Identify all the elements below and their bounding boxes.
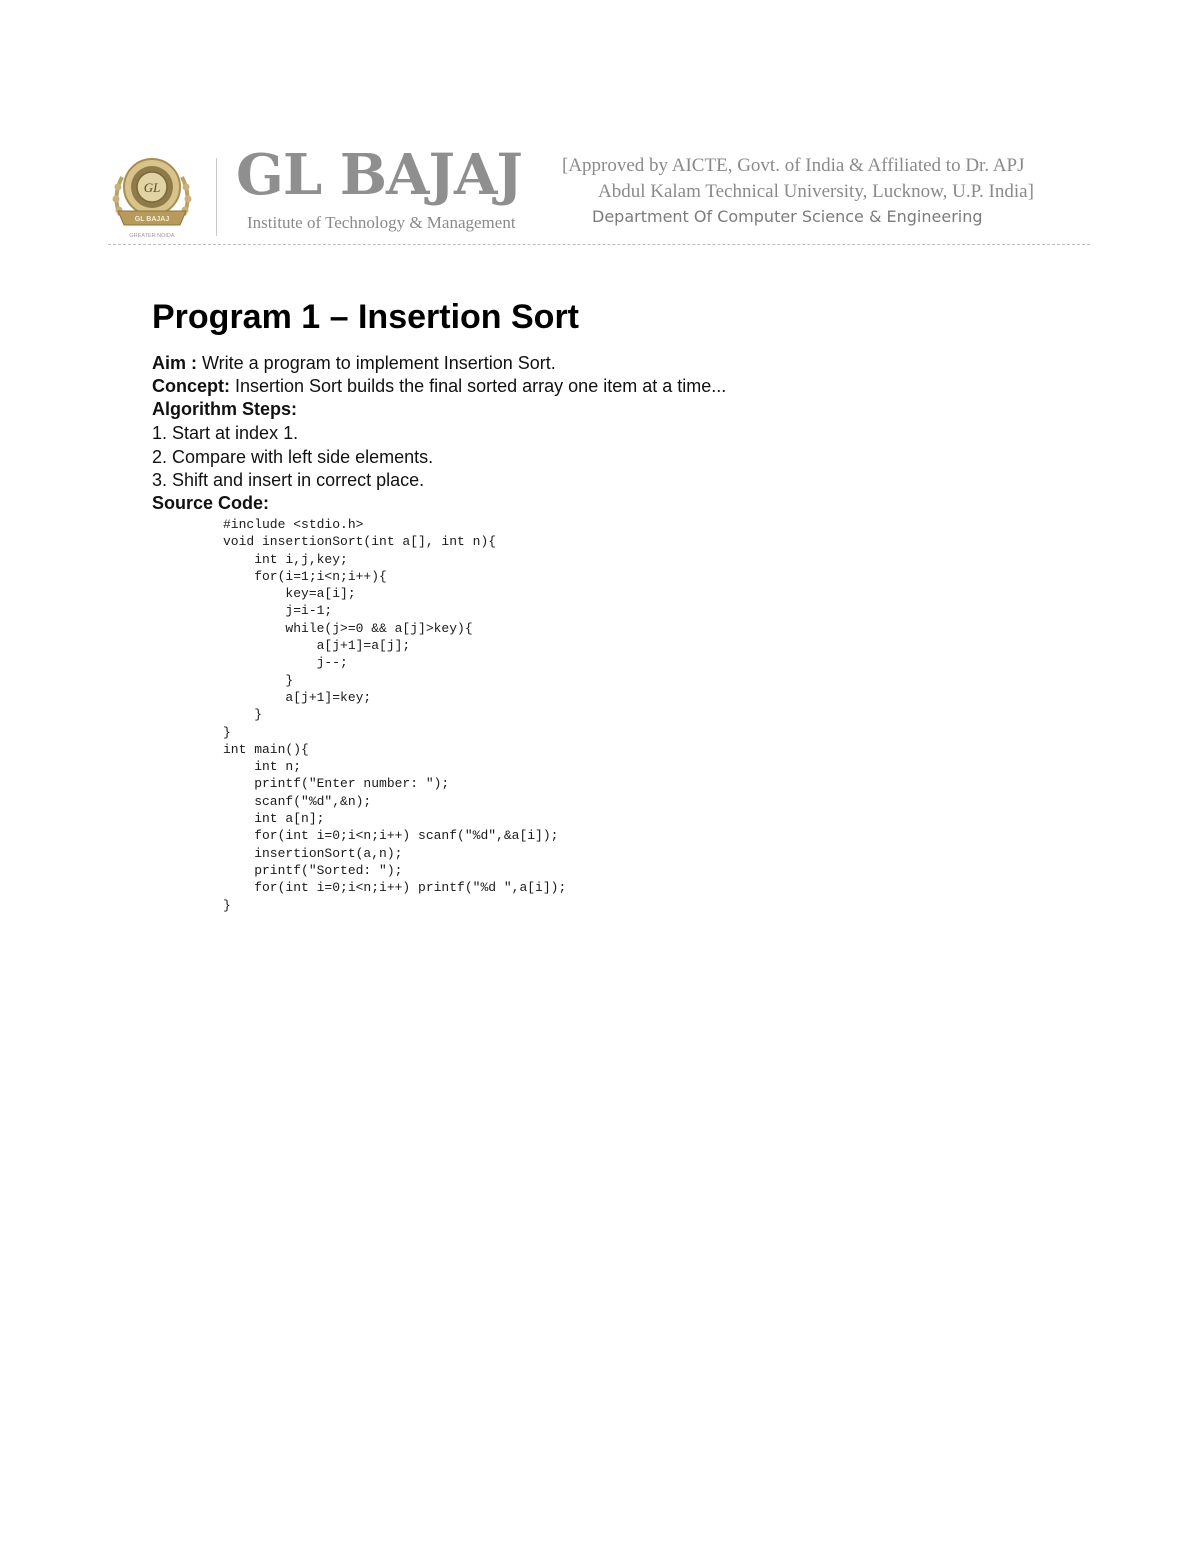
aim-text: Write a program to implement Insertion Sort.: [197, 353, 556, 373]
department-name: Department Of Computer Science & Engineering: [592, 207, 983, 226]
source-code-block: #include <stdio.h> void insertionSort(int a[], int n){ int i,j,key; for(i=1;i<n;i++){ key=a[i]; j=i-1; while(j>=0 && a[j]>key){ a[j+1]=a[j]; j--; } a[j+1]=key; } } int main(){ int n; printf("Enter number: "); scanf("%d",&n); int a[n]; for(int i=0;i<n;i++) scanf("%d",&a[i]); insertionSort(a,n); printf("Sorted: "); for(int i=0;i<n;i++) printf("%d ",a[i]); }: [223, 517, 567, 913]
institute-tagline: Institute of Technology & Management: [247, 213, 516, 232]
emblem-caption: GREATER NOIDA: [129, 233, 175, 239]
header-divider: [108, 244, 1090, 245]
emblem-ribbon-text: GL BAJAJ: [134, 216, 170, 223]
concept-text: Insertion Sort builds the final sorted array one item at a time...: [230, 376, 727, 396]
algorithm-step: 3. Shift and insert in correct place.: [152, 470, 425, 490]
approval-line-1: [Approved by AICTE, Govt. of India & Affiliated to Dr. APJ: [562, 155, 1025, 176]
institute-emblem-icon: [106, 153, 198, 241]
institute-name: GL BAJAJ: [236, 142, 522, 208]
document-title: Program 1 – Insertion Sort: [152, 298, 579, 336]
letterhead: [0, 0, 1200, 260]
aim-label: Aim :: [152, 353, 197, 373]
svg-text:GL: GL: [143, 180, 161, 195]
algorithm-step: 2. Compare with left side elements.: [152, 447, 434, 467]
algorithm-step: 1. Start at index 1.: [152, 423, 299, 443]
concept-label: Concept:: [152, 376, 230, 396]
concept-line: [152, 377, 726, 395]
source-code-heading: Source Code:: [152, 493, 270, 513]
algorithm-heading: Algorithm Steps:: [152, 399, 298, 419]
aim-line: [152, 354, 556, 372]
logo-divider: [216, 158, 217, 236]
approval-line-2: Abdul Kalam Technical University, Lucknow, U.P. India]: [598, 181, 1034, 202]
